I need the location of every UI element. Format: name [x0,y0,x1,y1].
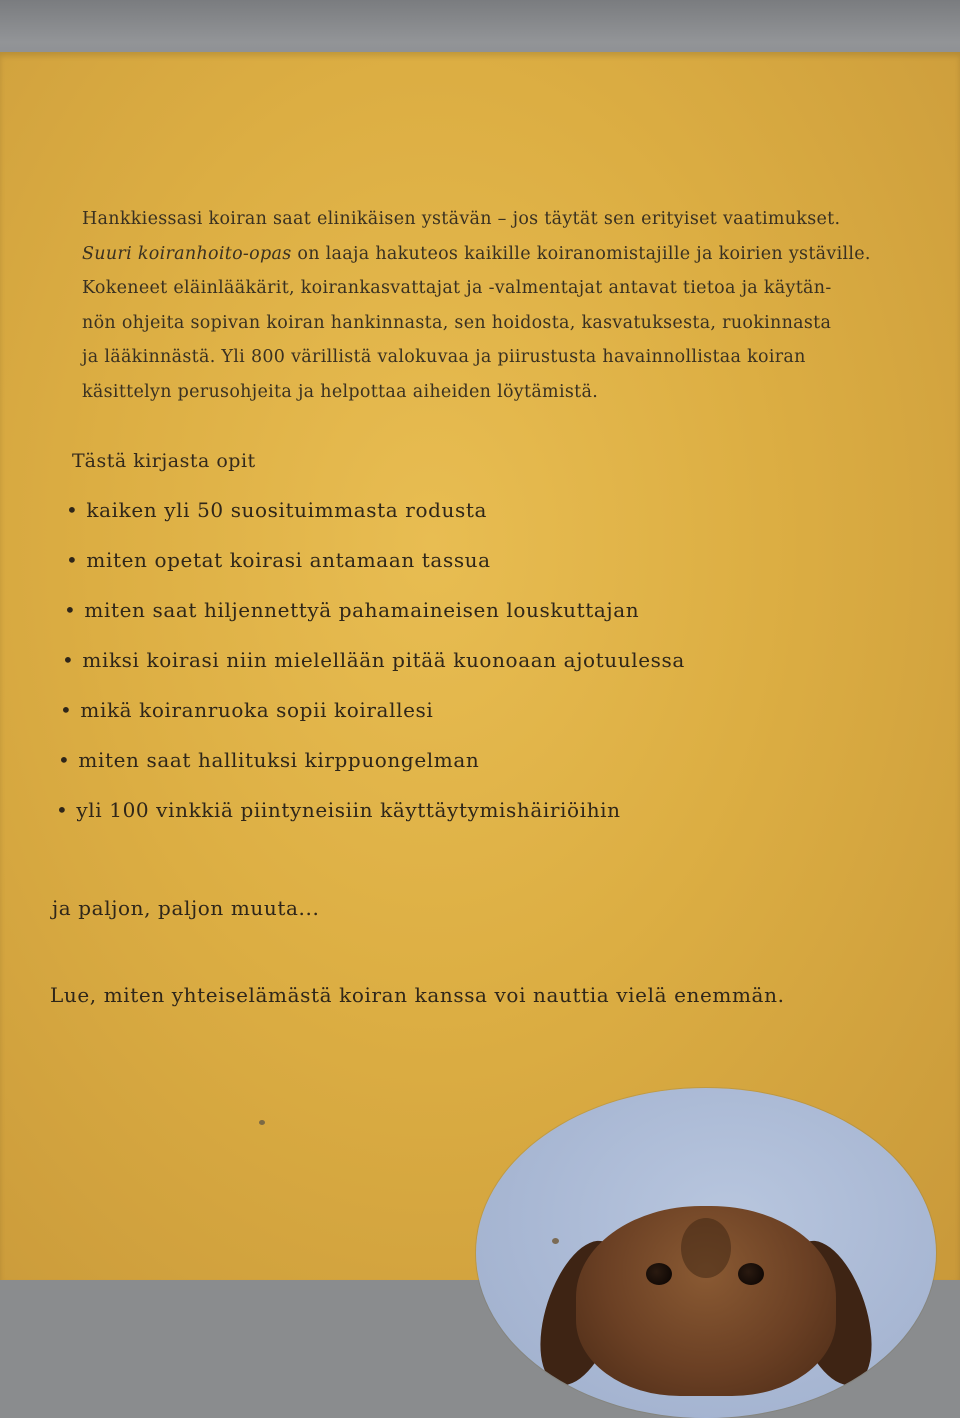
list-item [60,698,433,722]
intro-paragraph [82,202,871,409]
list-item-text: miten opetat koirasi antamaan tassua [86,548,491,572]
list-item-text: mikä koiranruoka sopii koirallesi [80,698,434,722]
closing-line: Lue, miten yhteiselämästä koiran kanssa voi nauttia vielä enemmän. [50,983,785,1007]
bullet-icon: • [64,598,77,622]
list-item [58,748,479,772]
list-item [66,548,491,572]
list-item-text: kaiken yli 50 suosituimmasta rodusta [86,498,488,522]
intro-line: Hankkiessasi koiran saat elinikäisen ystävän – jos täytät sen erityiset vaatimukset. [82,209,841,229]
intro-line-rest: on laaja hakuteos kaikille koiranomistajille ja koirien ystäville. [297,243,871,264]
cover-speck [259,1120,265,1125]
list-item [66,498,487,522]
bullet-icon: • [56,798,69,822]
list-item [62,648,685,672]
dog-eye [738,1263,764,1285]
book-title-italic: Suuri koiranhoito-opas [82,243,292,264]
intro-line [82,237,871,272]
list-item [64,598,639,622]
bullet-icon: • [62,648,75,672]
list-item-text: miten saat hallituksi kirppuongelman [78,748,480,772]
list-item [56,798,621,822]
bullet-icon: • [60,698,73,722]
more-line: ja paljon, paljon muuta... [52,896,320,920]
photo-dust [552,1238,559,1244]
dog-brow [681,1218,731,1278]
intro-line: nön ohjeita sopivan koiran hankinnasta, sen hoidosta, kasvatuksesta, ruokinnasta [82,312,832,333]
dog-eye [646,1263,672,1285]
dog-photo [476,1088,936,1418]
intro-line: Kokeneet eläinlääkärit, koirankasvattajat ja -valmentajat antavat tietoa ja käytän- [82,278,832,298]
list-item-text: miksi koirasi niin mielellään pitää kuonoaan ajotuulessa [82,648,685,672]
list-item-text: miten saat hiljennettyä pahamaineisen louskuttajan [84,598,640,622]
list-item-text: yli 100 vinkkiä piintyneisiin käyttäytymishäiriöihin [76,798,621,822]
intro-line: käsittelyn perusohjeita ja helpottaa aiheiden löytämistä. [82,381,599,402]
intro-line: ja lääkinnästä. Yli 800 värillistä valokuvaa ja piirustusta havainnollistaa koiran [82,347,806,367]
bullet-icon: • [58,748,71,772]
list-heading: Tästä kirjasta opit [72,450,256,472]
bullet-icon: • [66,548,79,572]
bullet-icon: • [66,498,79,522]
